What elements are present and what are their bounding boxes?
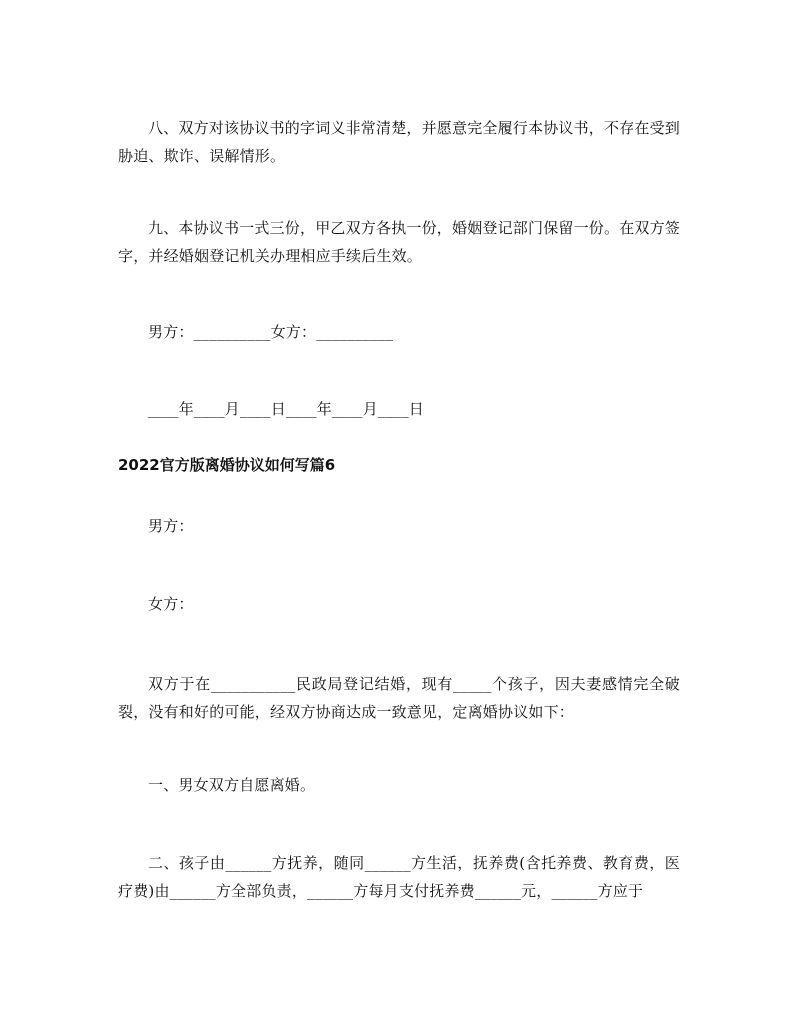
male-party-label: 男方：	[148, 517, 194, 535]
section-heading: 2022官方版离婚协议如何写篇6	[118, 456, 336, 474]
intro-paragraph: 双方于在___________民政局登记结婚，现有_____个孩子，因夫妻感情完全破裂，没有和好的可能，经双方协商达成一致意见，定离婚协议如下：	[118, 675, 680, 721]
female-party-label: 女方：	[148, 595, 194, 613]
clause-2-paragraph: 二、孩子由______方抚养，随同______方生活，抚养费(含托养费、教育费，医疗费)由______方全部负责，______方每月支付抚养费______元，______方应于	[118, 854, 680, 900]
date-line: ____年____月____日____年____月____日	[148, 400, 425, 418]
clause-9-paragraph: 九、本协议书一式三份，甲乙双方各执一份，婚姻登记部门保留一份。在双方签字，并经婚姻登记机关办理相应手续后生效。	[118, 219, 681, 265]
clause-1-paragraph: 一、男女双方自愿离婚。	[148, 776, 316, 794]
clause-8-paragraph: 八、双方对该协议书的字词义非常清楚，并愿意完全履行本协议书，不存在受到胁迫、欺诈、误解情形。	[118, 119, 681, 165]
signature-line: 男方：__________女方：__________	[148, 323, 394, 341]
